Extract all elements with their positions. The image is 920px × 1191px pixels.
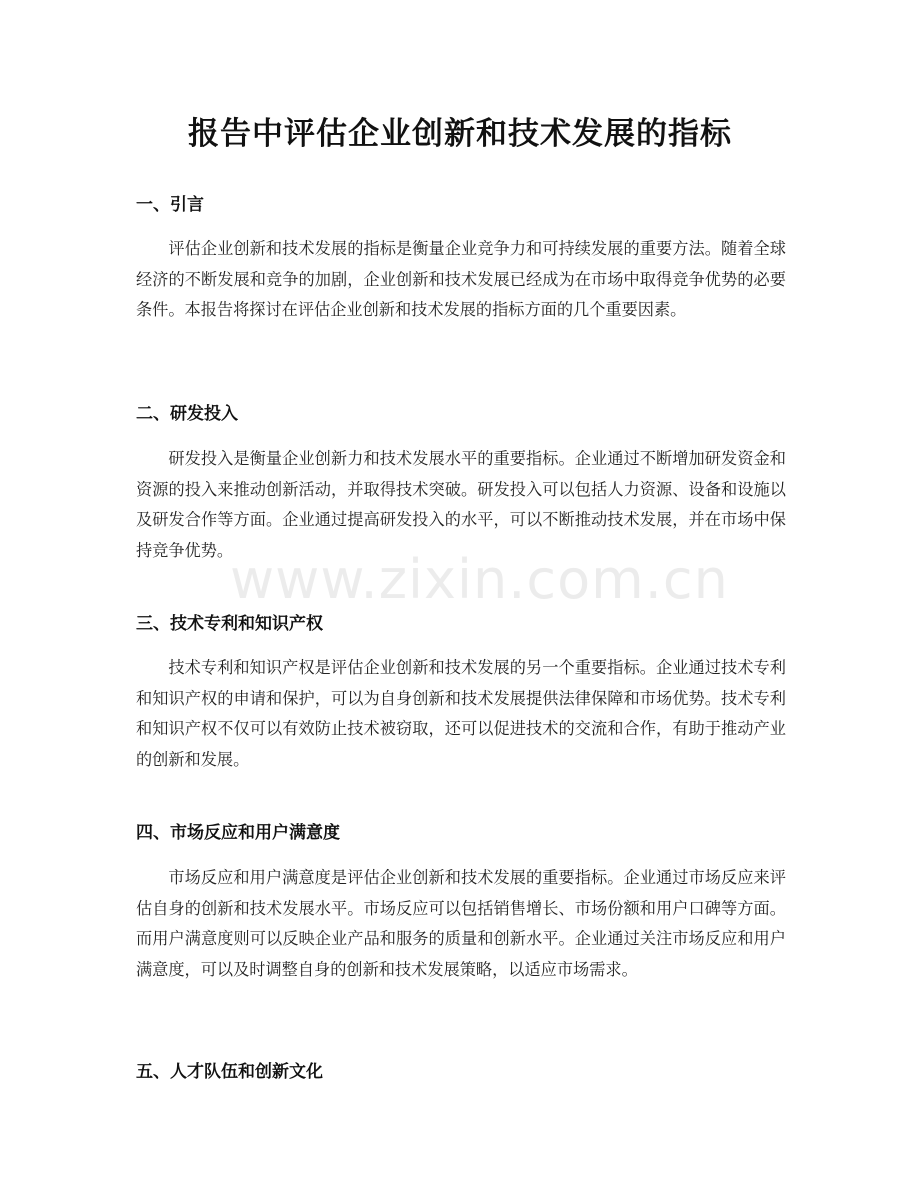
document-title: 报告中评估企业创新和技术发展的指标 xyxy=(188,116,732,152)
section-heading-talent-culture: 五、人才队伍和创新文化 xyxy=(136,1062,323,1082)
section-heading-introduction: 一、引言 xyxy=(136,195,204,215)
section-heading-patents-ip: 三、技术专利和知识产权 xyxy=(136,614,323,634)
section-paragraph-rd-investment: 研发投入是衡量企业创新力和技术发展水平的重要指标。企业通过不断增加研发资金和资源的投入来推动创新活动，并取得技术突破。研发投入可以包括人力资源、设备和设施以及研发合作等方面。企业通过提高研发投入的水平，可以不断推动技术发展，并在市场中保持竞争优势。 xyxy=(136,449,786,560)
section-paragraph-patents-ip: 技术专利和知识产权是评估企业创新和技术发展的另一个重要指标。企业通过技术专利和知识产权的申请和保护，可以为自身创新和技术发展提供法律保障和市场优势。技术专利和知识产权不仅可以有效防止技术被窃取，还可以促进技术的交流和合作，有助于推动产业的创新和发展。 xyxy=(136,658,786,769)
section-heading-market-response: 四、市场反应和用户满意度 xyxy=(136,823,340,843)
section-heading-rd-investment: 二、研发投入 xyxy=(136,404,238,424)
section-paragraph-introduction: 评估企业创新和技术发展的指标是衡量企业竞争力和可持续发展的重要方法。随着全球经济的不断发展和竞争的加剧，企业创新和技术发展已经成为在市场中取得竞争优势的必要条件。本报告将探讨在评估企业创新和技术发展的指标方面的几个重要因素。 xyxy=(136,239,786,319)
watermark: www.zixin.com.cn xyxy=(230,548,729,611)
section-paragraph-market-response: 市场反应和用户满意度是评估企业创新和技术发展的重要指标。企业通过市场反应来评估自身的创新和技术发展水平。市场反应可以包括销售增长、市场份额和用户口碑等方面。而用户满意度则可以反映企业产品和服务的质量和创新水平。企业通过关注市场反应和用户满意度，可以及时调整自身的创新和技术发展策略，以适应市场需求。 xyxy=(136,868,786,979)
